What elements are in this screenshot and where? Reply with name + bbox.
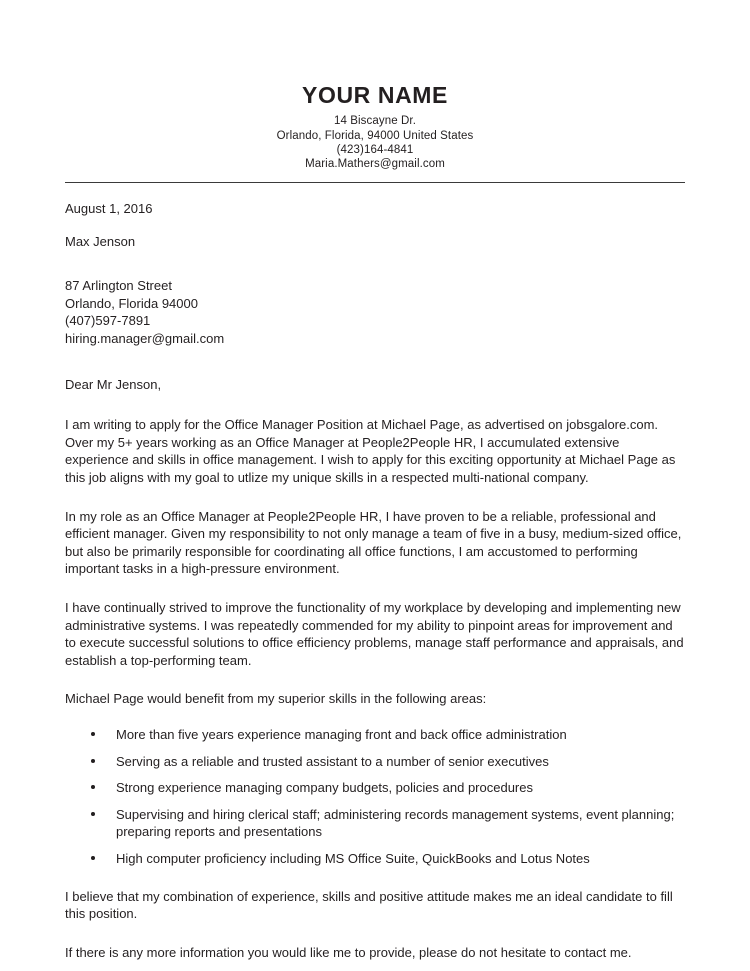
recipient-name: Max Jenson (65, 234, 136, 250)
recipient-address-block (65, 277, 685, 347)
list-item-label: High computer proficiency including MS Office Suite, QuickBooks and Lotus Notes (116, 850, 590, 866)
list-item (65, 850, 685, 868)
skills-list (65, 726, 685, 868)
recipient-city: Orlando, Florida 94000 (65, 295, 198, 311)
page-title: YOUR NAME (302, 82, 448, 108)
closing-block (65, 888, 685, 962)
body-paragraph-1: I am writing to apply for the Office Manager Position at Michael Page, as advertised on jobsgalore.com. Over my 5+ years working as an Office Manager at People2People HR, I accumulated extensive experience and skills in office management. I wish to apply for this exciting opportunity at Michael Page as this job aligns with my goal to utlize my unique skills in a respected multi-national company. (65, 417, 676, 486)
list-item-label: More than five years experience managing front and back office administration (116, 726, 567, 742)
closing-paragraph-1: I believe that my combination of experience, skills and positive attitude makes me an ideal candidate to fill this position. (65, 888, 673, 922)
list-item-label: Serving as a reliable and trusted assistant to a number of senior executives (116, 753, 549, 769)
sender-city-line: Orlando, Florida, 94000 United States (276, 129, 474, 142)
list-item (65, 806, 685, 841)
letter-body (65, 183, 685, 961)
sender-email: Maria.Mathers@gmail.com (305, 158, 445, 171)
closing-paragraph-2: If there is any more information you would like me to provide, please do not hesitate to contact me. (65, 944, 632, 960)
letterhead (0, 0, 750, 171)
list-item-label: Supervising and hiring clerical staff; administering records management systems, event planning; preparing reports and presentations (116, 806, 675, 840)
sender-street: 14 Biscayne Dr. (333, 115, 417, 128)
bullet-icon (91, 732, 95, 736)
bullet-icon (91, 812, 95, 816)
sender-phone: (423)164-4841 (336, 143, 414, 156)
recipient-email: hiring.manager@gmail.com (65, 330, 225, 346)
skills-intro: Michael Page would benefit from my superior skills in the following areas: (65, 691, 487, 707)
list-item (65, 779, 685, 797)
recipient-phone: (407)597-7891 (65, 313, 151, 329)
body-paragraph-3: I have continually strived to improve the functionality of my workplace by developing and implementing new administrative systems. I was repeatedly commended for my ability to pinpoint areas for improvement and to execute successful solutions to office efficiency problems, manage staff performance and appraisals, and establish a top-performing team. (65, 600, 684, 668)
letter-date: August 1, 2016 (65, 201, 153, 217)
recipient-street: 87 Arlington Street (65, 278, 172, 294)
bullet-icon (91, 856, 95, 860)
list-item-label: Strong experience managing company budgets, policies and procedures (116, 780, 533, 796)
bullet-icon (91, 759, 95, 763)
list-item (65, 753, 685, 771)
salutation: Dear Mr Jenson, (65, 377, 162, 393)
list-item (65, 726, 685, 744)
bullet-icon (91, 785, 95, 789)
body-paragraph-2: In my role as an Office Manager at People2People HR, I have proven to be a reliable, professional and efficient manager. Given my responsibility to not only manage a team of five in a busy, medium-sized office, but also be primarily responsible for coordinating all office functions, I am accustomed to performing important tasks in a high-pressure environment. (65, 508, 682, 577)
